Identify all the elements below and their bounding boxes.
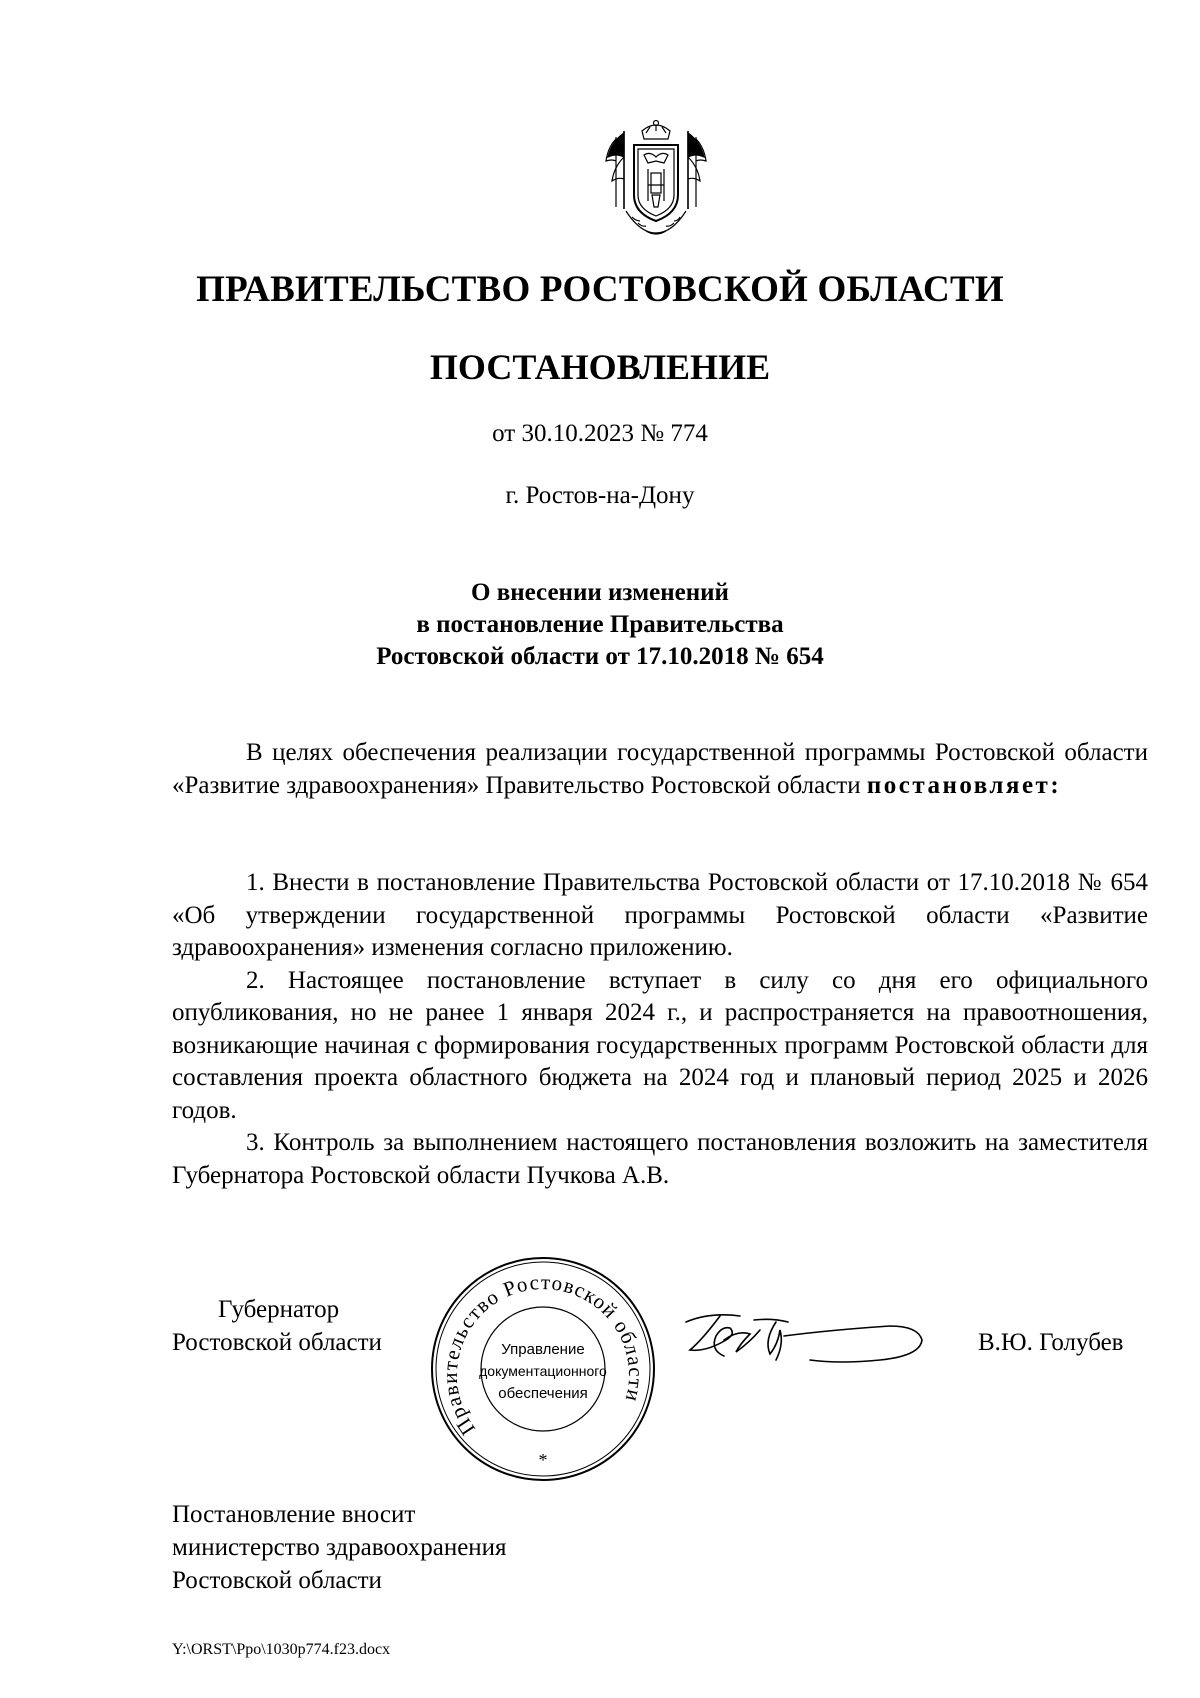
organization-title: ПРАВИТЕЛЬСТВО РОСТОВСКОЙ ОБЛАСТИ [196, 269, 1004, 310]
decree-item: 3. Контроль за выполнением настоящего постановления возложить на заместителя Губернатора Ростовской области Пучкова А.В. [172, 1129, 1148, 1189]
document-subject [0, 577, 1200, 673]
document-date-number: от 30.10.2023 № 774 [492, 420, 708, 447]
signatory-position [172, 1293, 382, 1359]
seal-inner-line: обеспечения [498, 1385, 588, 1402]
submitted-by-line: министерство здравоохранения [172, 1534, 507, 1561]
preamble-paragraph [172, 737, 1148, 802]
subject-line: в постановление Правительства [416, 611, 784, 638]
seal-inner-line: Управление [501, 1341, 585, 1358]
file-path: Y:\ORST\Ppo\1030p774.f23.docx [172, 1641, 391, 1658]
signature-icon [680, 1300, 930, 1375]
official-seal [428, 1254, 658, 1484]
seal-outer-text: Правительство Ростовской области [437, 1269, 649, 1440]
decree-item: 1. Внести в постановление Правительства Ростовской области от 17.10.2018 № 654 «Об утверждении государственной программы Ростовской области «Развитие здравоохранения» изменения согласно приложению. [172, 869, 1148, 961]
preamble [172, 737, 1148, 802]
preamble-text: В целях обеспечения реализации государственной программы Ростовской области «Развитие здравоохранения» Правительство Ростовской области [172, 739, 1148, 799]
subject-line: Ростовской области от 17.10.2018 № 654 [376, 643, 824, 670]
document-type: ПОСТАНОВЛЕНИЕ [429, 347, 771, 387]
signatory-name: В.Ю. Голубев [978, 1329, 1124, 1356]
coat-of-arms-icon [602, 117, 710, 239]
decree-word: постановляет: [866, 771, 1062, 799]
document-city: г. Ростов-на-Дону [505, 482, 695, 509]
seal-star: * [538, 1450, 548, 1470]
subject-line: О внесении изменений [471, 579, 729, 606]
submitted-by [172, 1498, 507, 1597]
position-line: Губернатор [218, 1296, 340, 1323]
decree-items [172, 867, 1148, 1192]
decree-item: 2. Настоящее постановление вступает в силу со дня его официального опубликования, но не ранее 1 января 2024 г., и распространяется на правоотношения, возникающие начиная с формирования государственных программ Ростовской области для составления проекта областного бюджета на 2024 год и плановый период 2025 и 2026 годов. [172, 966, 1148, 1124]
position-line: Ростовской области [172, 1329, 382, 1356]
seal-inner-line: документационного [479, 1363, 607, 1379]
submitted-by-line: Постановление вносит [172, 1501, 416, 1528]
submitted-by-line: Ростовской области [172, 1567, 382, 1594]
